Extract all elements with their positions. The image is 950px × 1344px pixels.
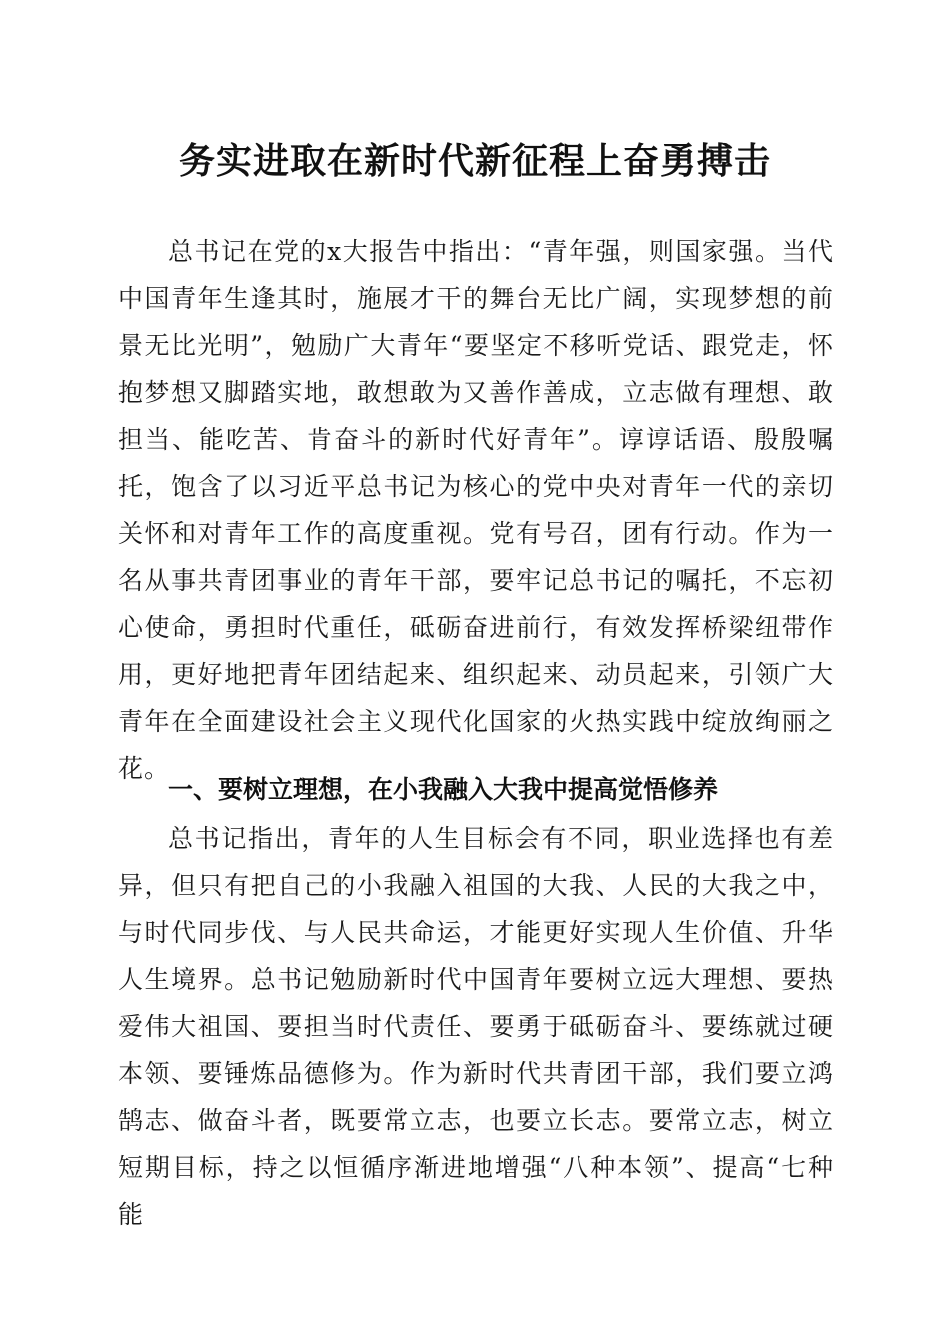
paragraph-section-1: 总书记指出，青年的人生目标会有不同，职业选择也有差异，但只有把自己的小我融入祖国的大我、人民的大我之中，与时代同步伐、与人民共命运，才能更好实现人生价值、升华人生境界。总书记勉励新时代中国青年要树立远大理想、要热爱伟大祖国、要担当时代责任、要勇于砥砺奋斗、要练就过硬本领、要锤炼品德修为。作为新时代共青团干部，我们要立鸿鹄志、做奋斗者，既要常立志，也要立长志。要常立志，树立短期目标，持之以恒循序渐进地增强“八种本领”、提高“七种能 xyxy=(118,824,834,1229)
body-section-intro xyxy=(118,228,834,792)
body-section-1 xyxy=(118,815,834,1238)
paragraph-intro: 总书记在党的x大报告中指出：“青年强，则国家强。当代中国青年生逢其时，施展才干的舞台无比广阔，实现梦想的前景无比光明”，勉励广大青年“要坚定不移听党话、跟党走，怀抱梦想又脚踏实地，敢想敢为又善作善成，立志做有理想、敢担当、能吃苦、肯奋斗的新时代好青年”。谆谆话语、殷殷嘱托，饱含了以习近平总书记为核心的党中央对青年一代的亲切关怀和对青年工作的高度重视。党有号召，团有行动。作为一名从事共青团事业的青年干部，要牢记总书记的嘱托，不忘初心使命，勇担时代重任，砥砺奋进前行，有效发挥桥梁纽带作用，更好地把青年团结起来、组织起来、动员起来，引领广大青年在全面建设社会主义现代化国家的火热实践中绽放绚丽之花。 xyxy=(118,237,834,783)
section-heading-1: 一、要树立理想，在小我融入大我中提高觉悟修养 xyxy=(168,775,719,804)
document-title: 务实进取在新时代新征程上奋勇搏击 xyxy=(178,140,771,182)
